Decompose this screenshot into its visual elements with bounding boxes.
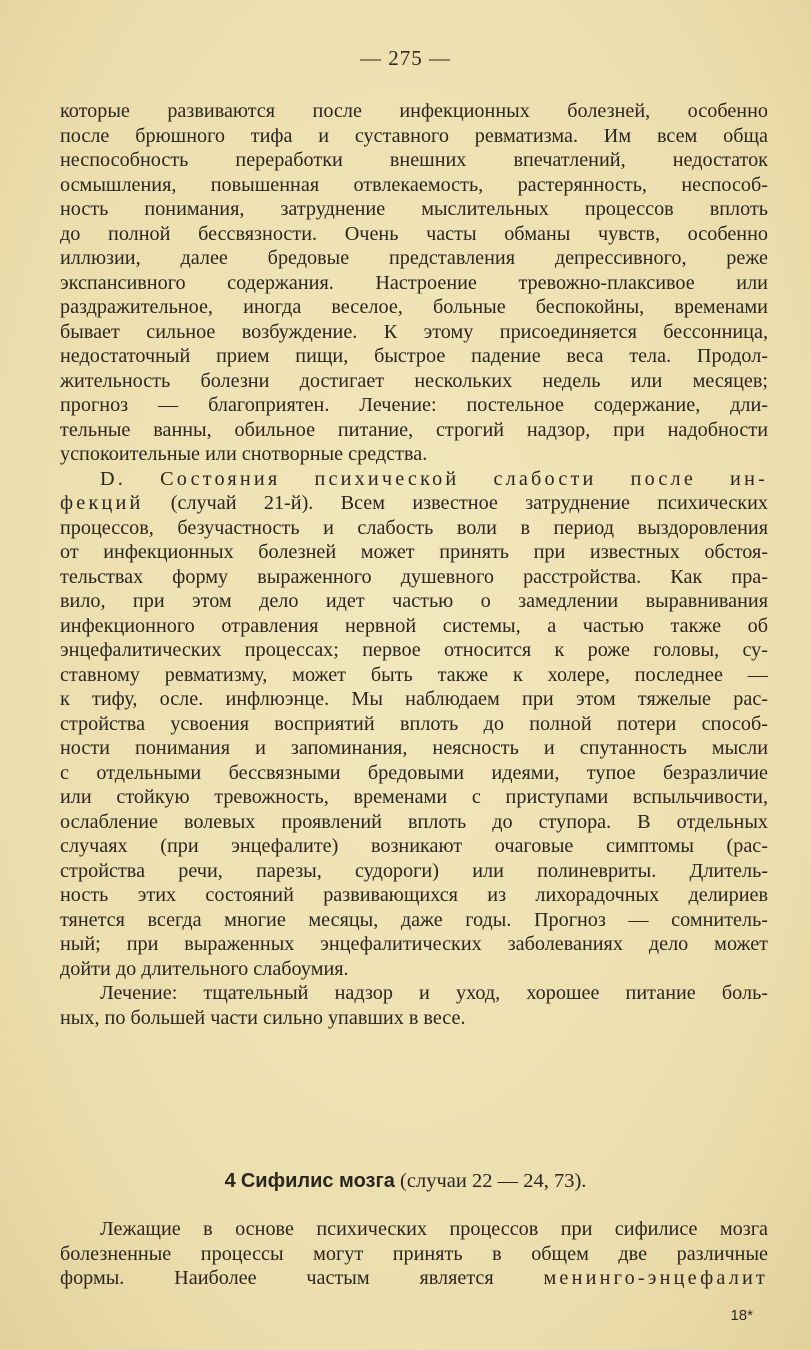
text-line: ослабление волевых проявлений вплоть до ступора. В отдельных (60, 810, 768, 833)
text-line: вило, при этом дело идет частью о замедлении выравнивания (60, 590, 768, 612)
section-cases: (случаи 22 — 24, 73). (400, 1170, 587, 1192)
text-line: стройства усвоения восприятий вплоть до полной потери способ- (60, 712, 768, 735)
body-text (60, 99, 768, 1030)
text-line (60, 491, 768, 516)
text-line: раздражительное, иногда веселое, больные беспокойны, временами (60, 296, 768, 318)
text-line: ность этих состояний развивающихся из лихорадочных делириев (60, 884, 768, 906)
text-line: стройства речи, парезы, судороги) или полиневриты. Длитель- (60, 859, 768, 882)
text-line: ность понимания, затруднение мыслительных процессов вплоть (60, 198, 768, 220)
text-line: прогноз — благоприятен. Лечение: постельное содержание, дли- (60, 394, 768, 416)
text-line: ных, по большей части сильно упавших в весе. (60, 1006, 466, 1029)
text-line: Лежащие в основе психических процессов при сифилисе мозга (100, 1218, 768, 1240)
text-line: Лечение: тщательный надзор и уход, хорошее питание боль- (100, 982, 768, 1004)
text-line: жительность болезни достигает нескольких недель или месяцев; (60, 369, 768, 392)
text-line: после брюшного тифа и суставного ревматизма. Им всем обща (60, 124, 768, 147)
text-line: успокоительные или снотворные средства. (60, 443, 428, 465)
text-line: или стойкую тревожность, временами с приступами вспыльчивости, (60, 786, 768, 808)
text-line: энцефалитических процессах; первое относится к роже головы, су- (60, 639, 768, 661)
text-line: процессов, безучастность и слабость воли в период выздоровления (60, 516, 768, 539)
text-line: тельствах форму выраженного душевного расстройства. Как пра- (60, 565, 768, 588)
spaced-word: фекций (60, 492, 144, 514)
syphilis-paragraph (60, 1217, 768, 1291)
text-line: неспособность переработки внешних впечатлений, недостаток (60, 149, 768, 171)
text-span: формы. Наиболее частым является (60, 1267, 494, 1289)
text-line: бывает сильное возбуждение. К этому присоединяется бессонница, (60, 320, 768, 343)
text-line: к тифу, осле. инфлюэнце. Мы наблюдаем при этом тяжелые рас- (60, 688, 768, 710)
text-line: тельные ванны, обильное питание, строгий надзор, при надобности (60, 418, 768, 441)
text-line: иллюзии, далее бредовые представления депрессивного, реже (60, 247, 768, 269)
paragraph-d-heading: D. Состояния психической слабости после ин- (100, 467, 768, 490)
text-line: недостаточный прием пищи, быстрое падение веса тела. Продол- (60, 345, 768, 367)
page-number: — 275 — (360, 46, 451, 70)
text-line: которые развиваются после инфекционных болезней, особенно (60, 100, 768, 122)
text-line: болезненные процессы могут принять в общем две различные (60, 1242, 768, 1265)
text-line: дойти до длительного слабоумия. (60, 957, 349, 980)
section-number: 4 (224, 1170, 236, 1192)
text-span: (случай 21-й). Всем известное затруднение психических (143, 492, 768, 514)
text-line: тянется всегда многие месяцы, даже годы. Прогноз — сомнитель- (60, 908, 768, 931)
text-line (60, 1266, 768, 1291)
printer-signature: 18* (730, 1307, 753, 1324)
section-title: Сифилис мозга (240, 1170, 395, 1192)
text-line: случаях (при энцефалите) возникают очаговые симптомы (рас- (60, 835, 768, 857)
text-line: ный; при выраженных энцефалитических заболеваниях дело может (60, 933, 768, 955)
text-line: до полной бессвязности. Очень часты обманы чувств, особенно (60, 222, 768, 245)
text-line: осмышления, повышенная отвлекаемость, растерянность, неспособ- (60, 173, 768, 196)
text-line: от инфекционных болезней может принять при известных обстоя- (60, 541, 768, 563)
text-line: ставному ревматизму, может быть также к холере, последнее — (60, 663, 768, 686)
text-line: с отдельными бессвязными бредовыми идеями, тупое безразличие (60, 761, 768, 784)
text-line: экспансивного содержания. Настроение тревожно-плаксивое или (60, 271, 768, 294)
text-line: ности понимания и запоминания, неясность и спутанность мысли (60, 737, 768, 759)
spaced-word: менинго-энцефалит (543, 1267, 768, 1289)
section-heading (0, 1170, 811, 1193)
text-line: инфекционного отравления нервной системы, а частью также об (60, 614, 768, 637)
